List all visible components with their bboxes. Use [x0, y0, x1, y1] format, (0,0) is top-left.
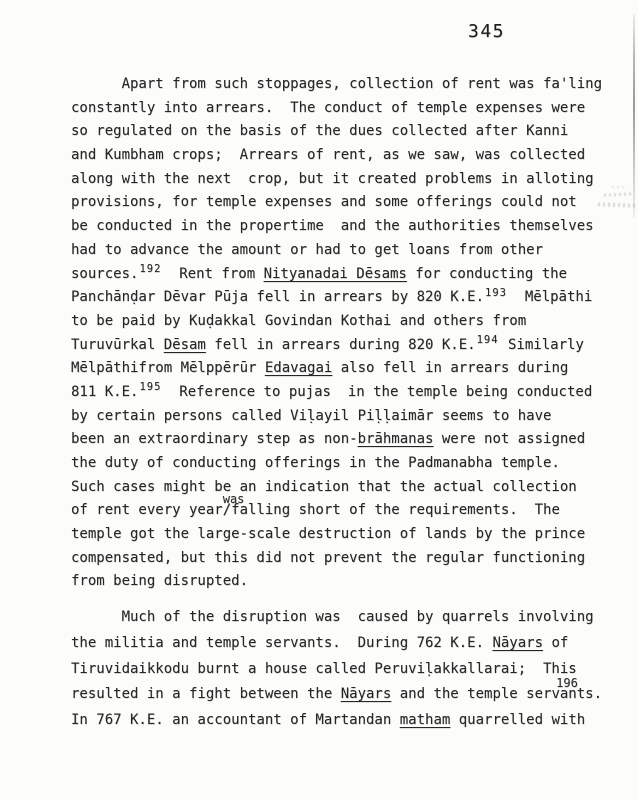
text-segment: Apart from such stoppages, collection of rent was fa'ling	[71, 76, 603, 92]
footnote-ref: 194	[476, 334, 499, 347]
footnote-ref: 193	[485, 286, 507, 299]
text-segment: also fell in arrears during	[332, 360, 569, 377]
text-segment: so regulated on the basis of the dues collected after Kanni	[71, 123, 569, 140]
text-segment: /falling short of the requirements. The	[222, 502, 560, 519]
text-segment: temple got the large-scale destruction of lands by the prince	[71, 526, 586, 543]
text-line	[71, 492, 616, 526]
text-segment: fell in arrears during 820 K.E.	[205, 336, 476, 353]
text-line	[71, 573, 616, 597]
text-segment: Mēlpāthifrom Mēlppērūr	[71, 360, 265, 377]
text-segment: Much of the disruption was caused by quarrels involving	[71, 609, 594, 625]
text-segment: In 767 K.E. an accountant of Martandan	[71, 712, 400, 729]
text-segment: Panchānḍar Dēvar Pūja fell in arrears by 820 K.E.	[71, 289, 485, 306]
text-line	[71, 100, 616, 124]
text-line	[71, 76, 616, 100]
underlined-term: Dēsam	[163, 336, 206, 353]
text-line	[71, 242, 616, 266]
text-segment: Turuvūrkal	[71, 336, 164, 353]
text-line	[71, 712, 616, 738]
underlined-term: brāhmanas	[357, 431, 434, 448]
text-segment: provisions, for temple expenses and some offerings could not	[71, 194, 577, 211]
text-segment: and Kumbham crops; Arrears of rent, as we saw, was collected	[71, 147, 586, 164]
underlined-term: Nityanadai Dēsams	[263, 265, 407, 282]
text-line	[71, 550, 616, 574]
text-line	[71, 455, 616, 479]
text-segment: Tiruvidaikkodu burnt a house called Peruviḷakkallarai; This	[71, 660, 577, 677]
text-segment: Mēlpāthi	[507, 289, 593, 306]
text-line	[71, 263, 616, 290]
text-segment: resulted in a fight between the	[71, 686, 341, 703]
text-segment: for conducting the	[406, 265, 568, 282]
text-line	[71, 313, 616, 337]
text-segment: servants.	[526, 686, 603, 703]
inserted-annotation: 196	[556, 676, 578, 691]
underlined-term: matham	[399, 712, 451, 729]
footnote-ref: 192	[139, 263, 162, 275]
text-segment: be conducted in the propertime and the authorities themselves	[71, 218, 594, 235]
text-segment: been an extraordinary step as non-	[71, 431, 358, 448]
paragraph	[71, 609, 616, 738]
page-number: 345	[468, 21, 506, 42]
text-line	[71, 676, 616, 712]
text-segment: Rent from	[162, 265, 264, 282]
text-segment: quarrelled with	[450, 712, 586, 729]
text-line	[71, 147, 616, 171]
text-line	[71, 526, 616, 550]
text-line	[71, 286, 616, 313]
text-segment: constantly into arrears. The conduct of temple expenses were	[71, 99, 586, 116]
text-segment: to be paid by Kuḍakkal Govindan Kothai and others from	[71, 312, 527, 329]
text-segment: the duty of conducting offerings in the Padmanabha temple.	[71, 455, 560, 471]
inserted-annotation: was	[222, 492, 245, 507]
text-line	[71, 661, 616, 687]
text-line	[71, 171, 616, 195]
text-segment: from being disrupted.	[71, 573, 249, 590]
footnote-ref: 195	[139, 381, 162, 394]
text-segment: Reference to pujas in the temple being conducted	[162, 383, 593, 400]
text-segment: by certain persons called Viḷayil Piḷḷaimār seems to have	[71, 407, 552, 424]
text-segment: Similarly	[499, 336, 584, 353]
text-line	[71, 218, 616, 242]
text-segment: had to advance the amount or had to get loans from other	[71, 241, 544, 258]
text-line	[71, 381, 616, 408]
text-segment: along with the next crop, but it created problems in alloting	[71, 170, 594, 187]
underlined-term: Nāyars	[492, 634, 544, 651]
text-line	[71, 194, 616, 218]
text-segment: of rent every year	[71, 502, 223, 519]
text-segment: 811 K.E.	[71, 383, 139, 400]
text-segment: compensated, but this did not prevent the regular functioning	[71, 549, 586, 566]
scan-artifact-edge-line	[633, 14, 635, 218]
text-line	[71, 123, 616, 147]
text-segment: sources.	[71, 265, 139, 282]
text-segment: and the temple	[391, 686, 527, 703]
underlined-term: Edavagai	[264, 360, 333, 377]
paragraph	[71, 76, 616, 597]
scan-artifact-pencil-smudge	[612, 186, 626, 188]
text-line	[71, 635, 616, 661]
text-segment: Such cases might be an indication that the actual collection	[71, 478, 577, 495]
text-segment: were not assigned	[433, 431, 586, 448]
underlined-term: Nāyars	[340, 686, 392, 703]
text-line	[71, 334, 616, 361]
text-line	[71, 408, 616, 432]
text-line	[71, 609, 616, 635]
text-segment: the militia and temple servants. During 762 K.E.	[71, 634, 493, 651]
text-line	[71, 479, 616, 503]
text-line	[71, 431, 616, 455]
text-segment: of	[543, 634, 569, 651]
